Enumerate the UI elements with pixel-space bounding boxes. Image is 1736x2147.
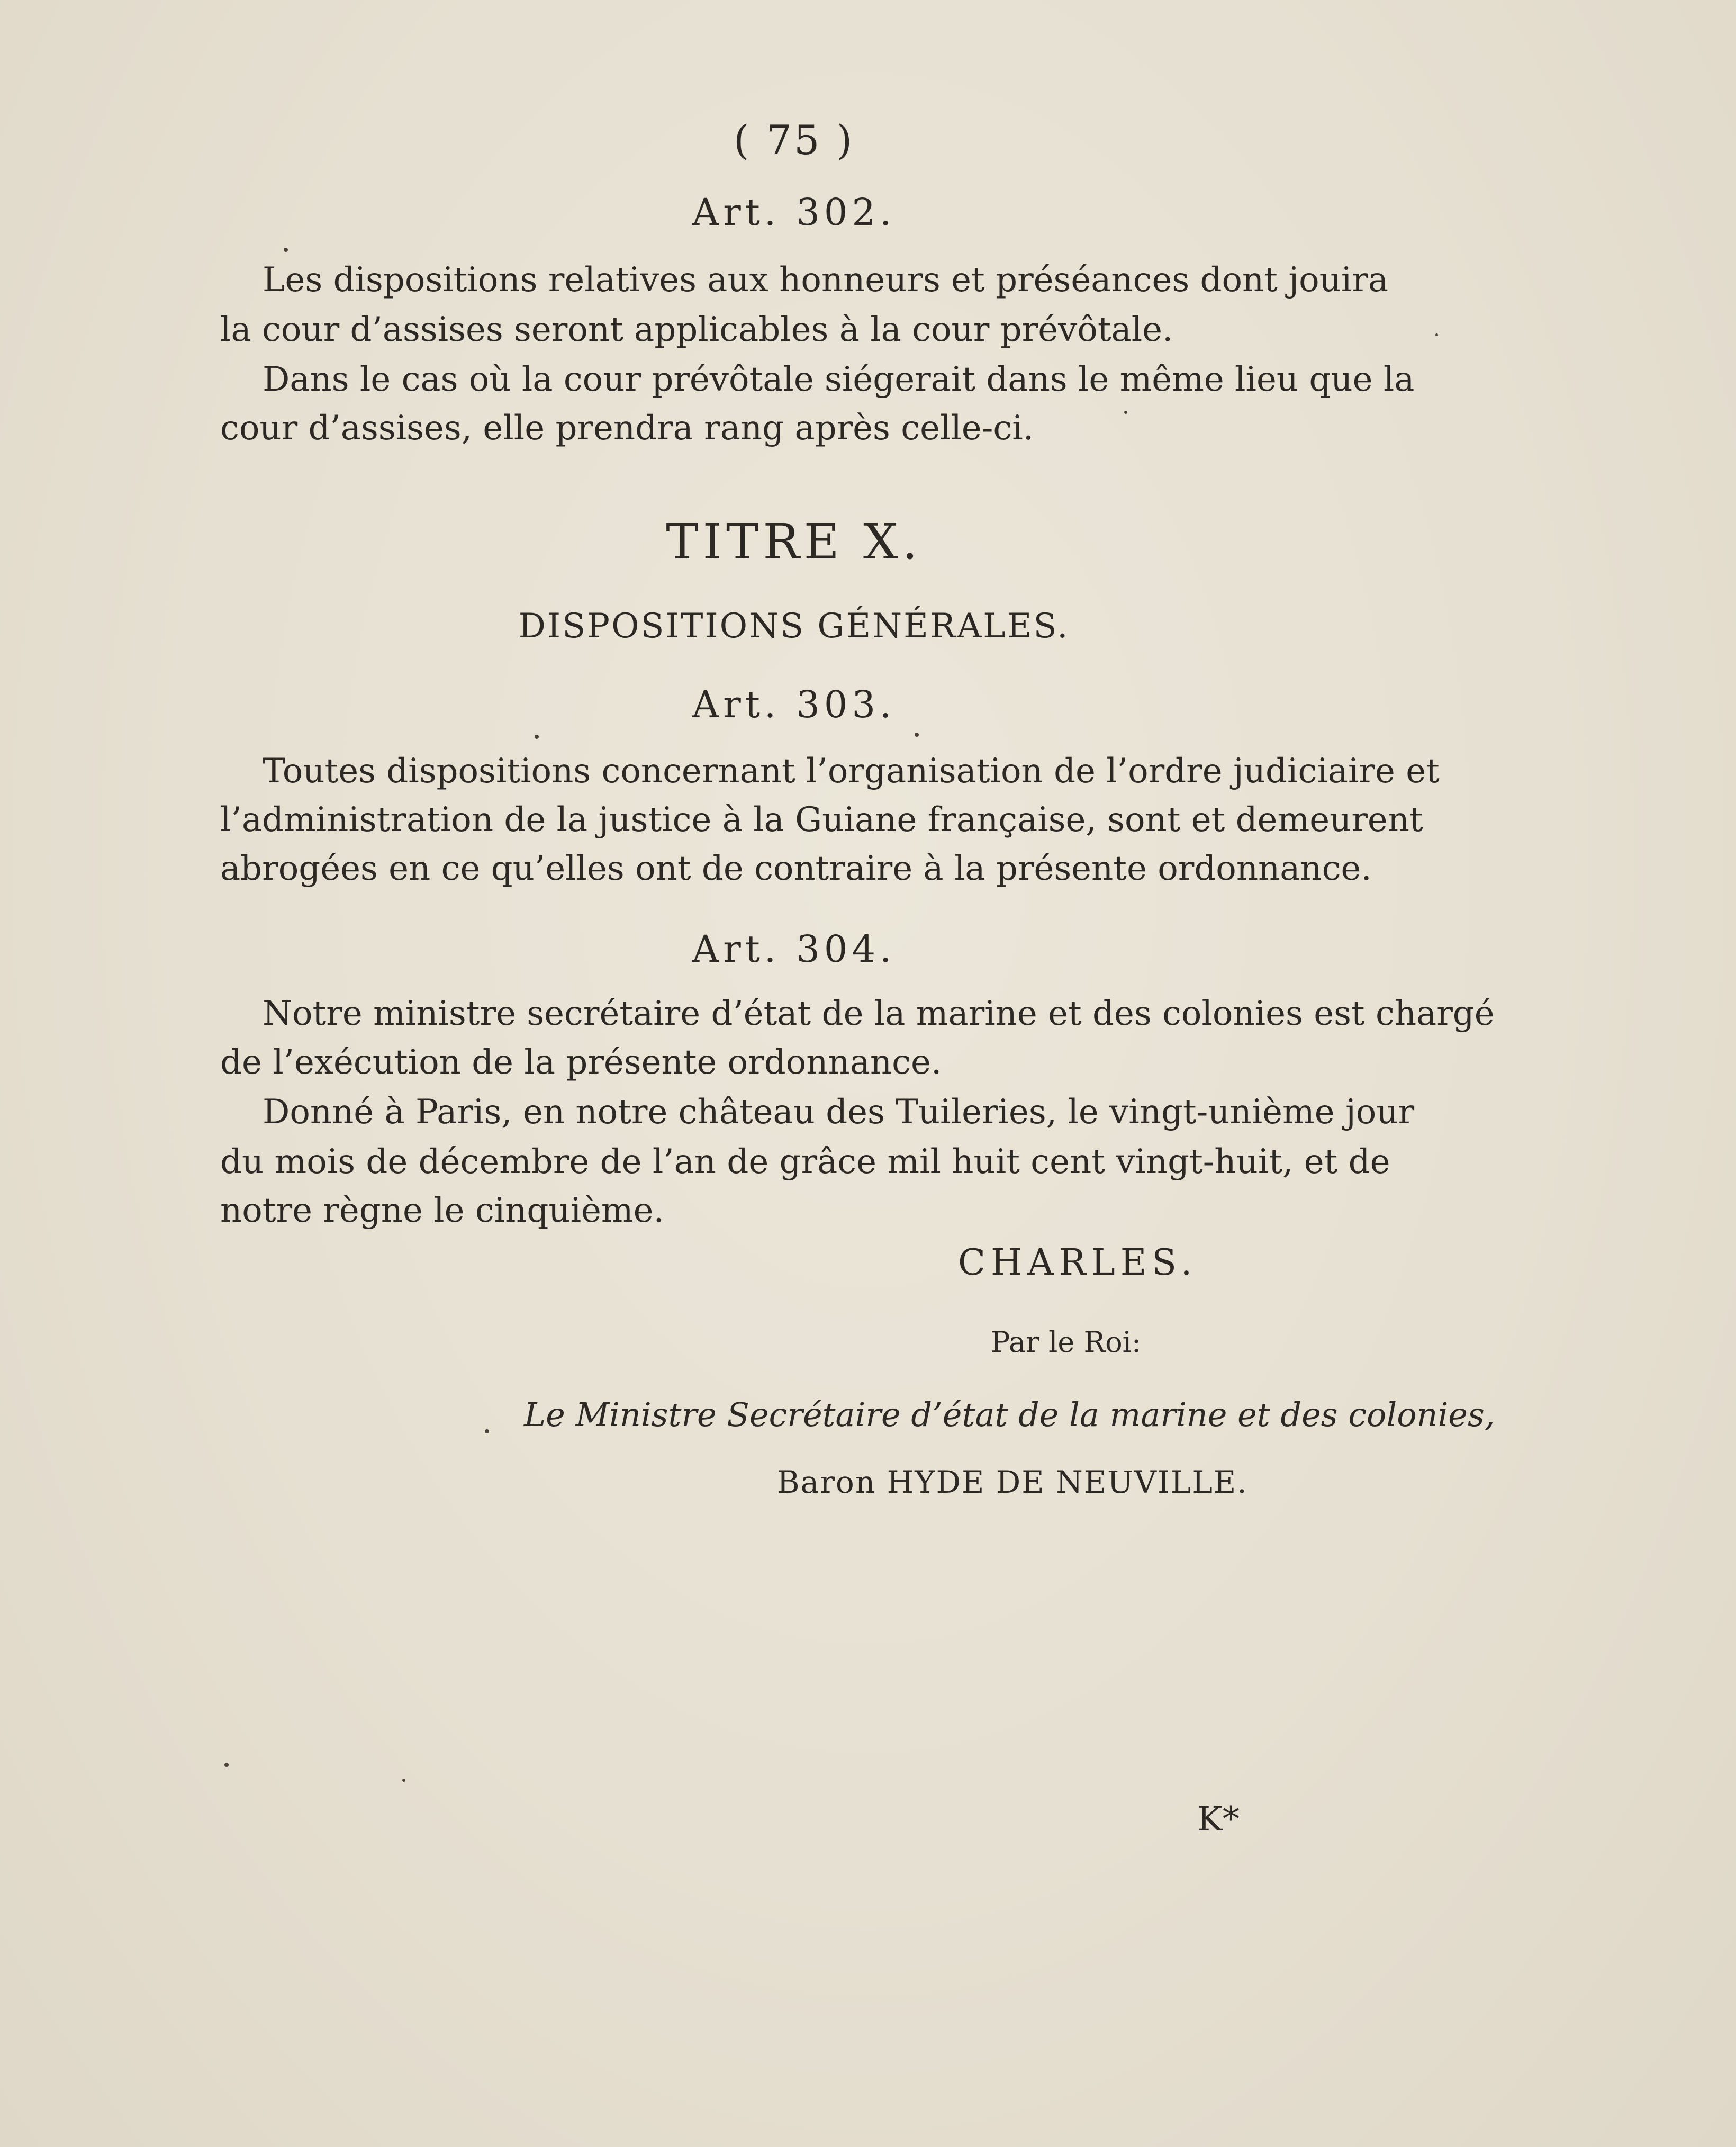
article-303-heading: Art. 303. <box>692 683 896 726</box>
page-number: ( 75 ) <box>733 116 855 164</box>
art303-line1: Toutes dispositions concernant l’organisation de l’ordre judiciaire et <box>263 752 1440 791</box>
art302-para1-line1: Les dispositions relatives aux honneurs et préséances dont jouira <box>263 260 1389 300</box>
ink-speck <box>224 1763 229 1767</box>
ink-speck <box>485 1429 489 1433</box>
article-304-heading: Art. 304. <box>692 927 896 971</box>
ink-speck <box>535 735 539 739</box>
titre-heading: TITRE X. <box>666 513 922 570</box>
donne-line2: du mois de décembre de l’an de grâce mil huit cent vingt-huit, et de <box>220 1142 1390 1181</box>
signature-mark: K* <box>1197 1800 1240 1839</box>
king-signature-name: CHARLES. <box>958 1242 1198 1284</box>
article-302-heading: Art. 302. <box>692 191 896 234</box>
ink-speck <box>284 248 288 252</box>
ink-speck <box>1435 333 1438 336</box>
art303-line2: l’administration de la justice à la Guiane française, sont et demeurent <box>220 800 1423 840</box>
donne-line1: Donné à Paris, en notre château des Tuileries, le vingt-unième jour <box>263 1093 1415 1132</box>
minister-name: Baron HYDE DE NEUVILLE. <box>777 1464 1248 1500</box>
ink-speck <box>1124 411 1127 414</box>
art302-para2-line1: Dans le cas où la cour prévôtale siégerait dans le même lieu que la <box>263 360 1415 399</box>
art302-para1-line2: la cour d’assises seront applicables à la cour prévôtale. <box>220 310 1173 349</box>
art302-para2-line2: cour d’assises, elle prendra rang après celle-ci. <box>220 409 1034 448</box>
minister-title: Le Ministre Secrétaire d’état de la marine et des colonies, <box>524 1395 1495 1434</box>
titre-subtitle: DISPOSITIONS GÉNÉRALES. <box>518 607 1070 646</box>
art303-line3: abrogées en ce qu’elles ont de contraire à la présente ordonnance. <box>220 849 1372 888</box>
par-le-roi: Par le Roi: <box>991 1325 1142 1359</box>
donne-line3: notre règne le cinquième. <box>220 1191 664 1230</box>
ink-speck <box>915 733 919 737</box>
ink-speck <box>402 1779 405 1782</box>
art304-line1: Notre ministre secrétaire d’état de la marine et des colonies est chargé <box>263 994 1495 1033</box>
art304-line2: de l’exécution de la présente ordonnance. <box>220 1043 942 1082</box>
